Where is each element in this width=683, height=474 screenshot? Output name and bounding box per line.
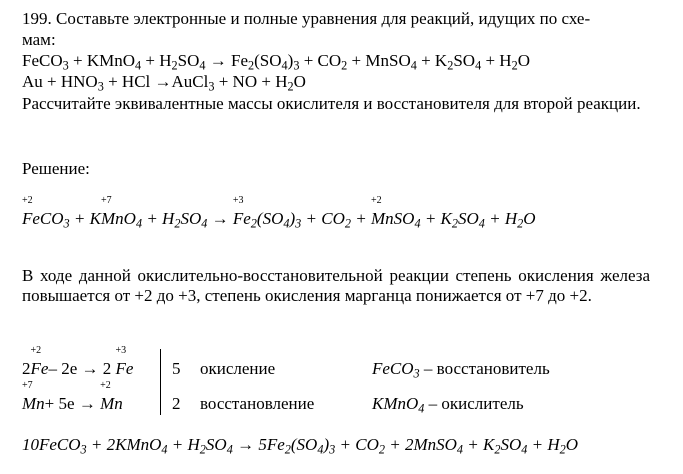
mn-symbol: +7 MnO (100, 195, 136, 228)
final-equation: 10FeCO$_3$ + 2KMnO$_4$ + $H_2SO_4 \to 5Fe_2(SO_4)_3 + CO_2$ + 2MnSO$_4$ + $K_2SO_4 + H_2O$ (22, 435, 579, 457)
reaction-1: FeCO$_3$ + KMnO$_4$ + $H_2SO_4 \to Fe_2(SO_4)_3 + CO_2$ + MnSO$_4$ + $K_2SO_4 + H_2O$ (22, 51, 530, 73)
balance-divider (160, 349, 161, 415)
solution-title: Решение: (22, 159, 90, 178)
fe3-symbol: +3 Fe (232, 195, 251, 228)
mn2-symbol: +2 MnSO (370, 195, 415, 228)
task-text: Рассчитайте эквивалентные массы окислителя и восстановителя для второй реакции. (22, 94, 641, 113)
balance-row-2-equation: +7 Mn+ 5e → +2 Mn (22, 380, 123, 413)
process-1: окисление (200, 359, 276, 378)
factor-1: 5 (172, 359, 181, 378)
reaction-2: $Au + HNO_3$ + HCl →AuCl$_3$ + NO + $H_2O$ (22, 72, 306, 94)
explanation-text: В ходе данной окислительно-восстановительной реакции степень окисления железа повышается от +2 до +3, степень окисления марганца понижается от +7 до +2. (22, 266, 650, 305)
equation-oxidation-states: +2 FeCO$_3$ + K +7 $MnO_4 + H_2SO_4$ → +3 $Fe_2(SO_4)_3 + CO_2$ + +2 MnSO$_4$ + $K_2SO_4 + H_2O$ (22, 195, 536, 231)
role-2: KMnO$_4$ – окислитель (372, 394, 524, 416)
factor-2: 2 (172, 394, 181, 413)
role-1: FeCO$_3$ – восстановитель (372, 359, 550, 381)
process-2: восстановление (200, 394, 315, 413)
balance-row-1-equation: 2 +2 Fe– 2e → 2 +3 Fe (22, 345, 134, 378)
problem-line-2: мам: (22, 30, 56, 49)
fe-oxidized-symbol: +2 FeCO (22, 195, 64, 228)
problem-line-1: 199. Составьте электронные и полные уравнения для реакций, идущих по схе- (22, 9, 591, 28)
